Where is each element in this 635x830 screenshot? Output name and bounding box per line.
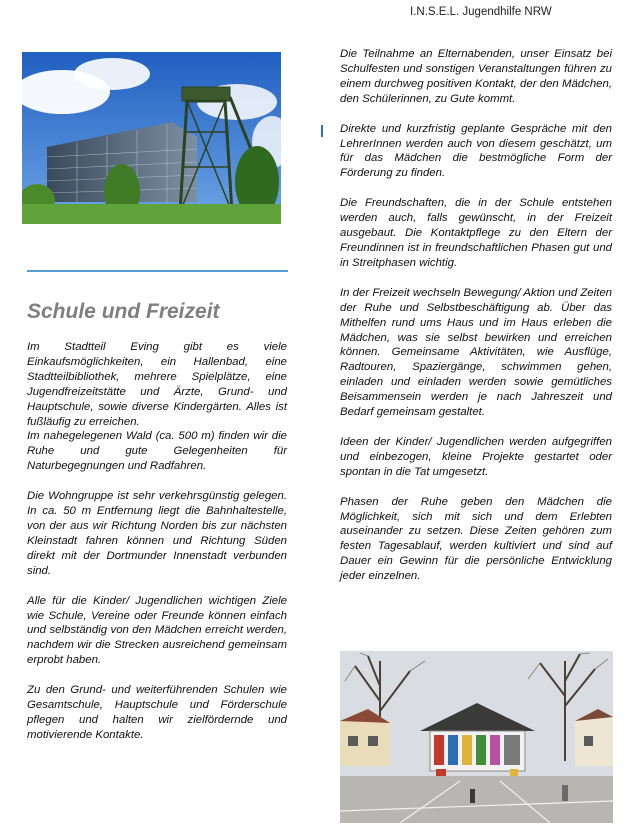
right-paragraph-6: Phasen der Ruhe geben den Mädchen die Möglichkeit, sich mit sich und dem Erlebten auseinander zu setzen. Diese Zeiten gehören zum festen Tagesablauf, werden kultiviert und sind auf Dauer ein Gewinn für die persönliche Entwicklung jeder einzelnen. [340,495,612,583]
text-cursor-marker [321,125,323,137]
right-column [340,47,612,599]
right-paragraph-3: Die Freundschaften, die in der Schule entstehen werden auch, falls gewünscht, in der Freizeit ausgebaut. Die Kontaktpflege zu den Eltern der Freundinnen ist in freundschaftlichen Phasen gut und in Streitphasen wichtig. [340,197,612,269]
right-paragraph-1: Die Teilnahme an Elternabenden, unser Einsatz bei Schulfesten und sonstigen Veranstaltungen führen zu einem durchweg positiven Kontakt, der den Mädchen, den Schülerinnen, zu Gute kommt. [340,48,612,105]
section-divider [27,270,288,272]
left-column [27,340,287,758]
left-paragraph-3: Die Wohngruppe ist sehr verkehrsgünstig gelegen. In ca. 50 m Entfernung liegt die Bahnhaltestelle, von der aus wir Richtung Norden bis zur nächsten Kleinstadt fahren können und Richtung Süden direkt mit der Dortmunder Innenstadt verbunden sind. [27,490,287,577]
header-organization: I.N.S.E.L. Jugendhilfe NRW [410,6,552,18]
building-photo [22,52,281,224]
right-paragraph-5: Ideen der Kinder/ Jugendlichen werden aufgegriffen und einbezogen, kleine Projekte gestartet oder spontan in die Tat umgesetzt. [340,435,612,478]
right-paragraph-2: Direkte und kurzfristig geplante Gespräche mit den LehrerInnen werden auch von diesem geschätzt, um für das Mädchen die bestmögliche Form der Förderung zu finden. [340,122,612,180]
right-paragraph-4: In der Freizeit wechseln Bewegung/ Aktion und Zeiten der Ruhe und Selbstbeschäftigung ab. Über das Mithelfen rund ums Haus und im Haus erleben die Mädchen, was sie selbst bewirken und erreichen können. Gemeinsame Aktivitäten, wie Ausflüge, Radtouren, Spaziergänge, schwimmen gehen, einladen und einladen werden sowie gemütliches Beisammensein werden je nach Jahreszeit und Bedarf gemeinsam gestaltet. [340,286,612,419]
left-paragraph-4: Alle für die Kinder/ Jugendlichen wichtigen Ziele wie Schule, Vereine oder Freunde können einfach und selbständig von den Mädchen erreicht werden, nachdem wir die Strecken ausreichend gemeinsam erprobt haben. [27,594,287,667]
left-paragraph-5: Zu den Grund- und weiterführenden Schulen wie Gesamtschule, Hauptschule und Förderschule pflegen und halten wir zielfördernde und motivierende Kontakte. [27,684,287,741]
town-square-photo [340,651,613,823]
left-paragraph-2: Im nahegelegenen Wald (ca. 500 m) finden wir die Ruhe und gute Gelegenheiten für Naturbegegnungen und Radfahren. [27,430,287,473]
section-title: Schule und Freizeit [27,300,220,323]
left-paragraph-1: Im Stadtteil Eving gibt es viele Einkaufsmöglichkeiten, ein Hallenbad, eine Stadtteilbibliothek, mehrere Spielplätze, eine Jugendfreizeitstätte und Ärzte, Grund- und Hauptschule, sowie diverse Kindergärten. Alles ist fußläufig zu erreichen. [27,341,287,428]
